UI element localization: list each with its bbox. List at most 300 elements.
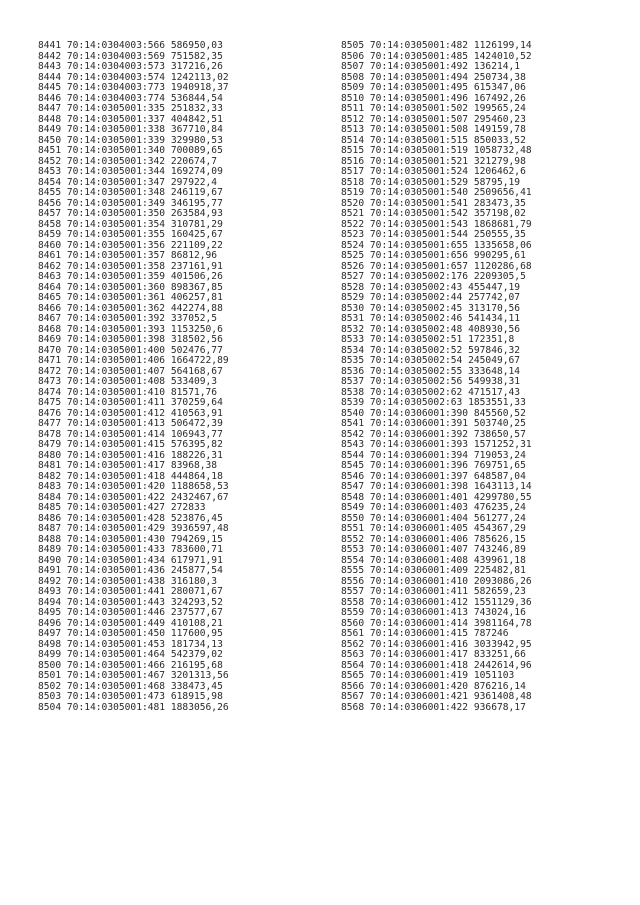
cadastral-number: 70:14:0305001:655 <box>369 239 469 251</box>
cadastral-number: 70:14:0305001:356 <box>66 239 166 251</box>
cadastral-value: 700089,65 <box>170 145 223 156</box>
row-number: 8561 <box>341 628 365 639</box>
cadastral-number: 70:14:0304003:566 <box>66 40 166 51</box>
cadastral-number: 70:14:0306001:411 <box>369 586 469 597</box>
row-number: 8544 <box>341 449 365 461</box>
cadastral-number: 70:14:0305001:481 <box>66 701 166 713</box>
row-number: 8533 <box>341 334 365 345</box>
cadastral-number: 70:14:0305001:344 <box>66 166 166 177</box>
cadastral-value: 1058732,48 <box>473 145 532 156</box>
row-number: 8500 <box>38 659 62 671</box>
cadastral-number: 70:14:0305001:434 <box>66 554 166 566</box>
cadastral-value: 245049,67 <box>468 355 521 366</box>
cadastral-value: 169274,09 <box>170 166 223 177</box>
cadastral-number: 70:14:0306001:419 <box>369 670 469 681</box>
row-number: 8480 <box>38 449 62 461</box>
cadastral-number: 70:14:0304003:773 <box>66 82 166 93</box>
row-number: 8477 <box>38 418 62 429</box>
cadastral-number: 70:14:0306001:398 <box>369 481 469 492</box>
cadastral-number: 70:14:0306001:417 <box>369 649 469 660</box>
row-number: 8523 <box>341 229 365 240</box>
row-number: 8534 <box>341 344 365 356</box>
table-row <box>341 703 532 714</box>
cadastral-value: 3201313,56 <box>170 670 229 681</box>
cadastral-number: 70:14:0305001:438 <box>66 575 166 587</box>
cadastral-value: 220674,7 <box>170 155 218 167</box>
cadastral-value: 172351,8 <box>468 334 515 345</box>
cadastral-number: 70:14:0305001:453 <box>66 638 166 650</box>
row-number: 8550 <box>341 512 365 524</box>
row-number: 8528 <box>341 281 365 293</box>
cadastral-number: 70:14:0306001:421 <box>369 691 469 702</box>
row-number: 8491 <box>38 565 62 576</box>
cadastral-value: 597846,32 <box>468 344 521 356</box>
row-number: 8455 <box>38 187 62 198</box>
row-number: 8454 <box>38 176 62 188</box>
row-number: 8564 <box>341 659 365 671</box>
row-number: 8540 <box>341 407 365 419</box>
cadastral-number: 70:14:0305001:420 <box>66 481 166 492</box>
cadastral-value: 370259,64 <box>170 397 223 408</box>
cadastral-value: 1242113,02 <box>170 71 229 83</box>
cadastral-value: 237161,91 <box>170 260 223 272</box>
row-number: 8451 <box>38 145 62 156</box>
row-number: 8547 <box>341 481 365 492</box>
cadastral-value: 618915,98 <box>170 691 223 702</box>
row-number: 8543 <box>341 439 365 450</box>
cadastral-number: 70:14:0305001:496 <box>369 92 469 104</box>
cadastral-value: 1424010,52 <box>473 50 532 62</box>
cadastral-number: 70:14:0305001:416 <box>66 449 166 461</box>
cadastral-number: 70:14:0305001:494 <box>369 71 469 83</box>
row-number: 8444 <box>38 71 62 83</box>
cadastral-number: 70:14:0305001:446 <box>66 607 166 618</box>
row-number: 8474 <box>38 386 62 398</box>
row-number: 8538 <box>341 386 365 398</box>
cadastral-value: 471517,43 <box>468 386 521 398</box>
cadastral-value: 1206462,6 <box>473 166 526 177</box>
cadastral-number: 70:14:0305001:339 <box>66 134 166 146</box>
cadastral-value: 845560,52 <box>473 407 526 419</box>
row-number: 8504 <box>38 701 62 713</box>
row-number: 8510 <box>341 92 365 104</box>
cadastral-value: 444864,18 <box>170 470 223 482</box>
cadastral-value: 455447,19 <box>468 281 521 293</box>
cadastral-number: 70:14:0306001:414 <box>369 617 469 629</box>
cadastral-number: 70:14:0305001:428 <box>66 512 166 524</box>
cadastral-number: 70:14:0305001:358 <box>66 260 166 272</box>
cadastral-value: 454367,29 <box>473 523 526 534</box>
row-number: 8441 <box>38 40 62 51</box>
cadastral-value: 751582,35 <box>170 50 223 62</box>
cadastral-value: 3033942,95 <box>473 638 532 650</box>
cadastral-value: 81571,76 <box>170 386 218 398</box>
cadastral-number: 70:14:0305002:63 <box>369 397 463 408</box>
cadastral-value: 582659,23 <box>473 586 526 597</box>
row-number: 8493 <box>38 586 62 597</box>
cadastral-number: 70:14:0305001:398 <box>66 334 166 345</box>
cadastral-value: 2442614,96 <box>473 659 532 671</box>
row-number: 8566 <box>341 680 365 692</box>
cadastral-number: 70:14:0305001:400 <box>66 344 166 356</box>
cadastral-value: 367710,84 <box>170 124 223 135</box>
row-number: 8541 <box>341 418 365 429</box>
cadastral-value: 533409,3 <box>170 376 218 387</box>
cadastral-value: 136214,1 <box>473 61 521 72</box>
row-number: 8520 <box>341 197 365 209</box>
row-number: 8526 <box>341 260 365 272</box>
row-number: 8478 <box>38 428 62 440</box>
cadastral-value: 476235,24 <box>473 502 526 513</box>
row-number: 8449 <box>38 124 62 135</box>
cadastral-value: 245877,54 <box>170 565 223 576</box>
cadastral-number: 70:14:0306001:390 <box>369 407 469 419</box>
cadastral-value: 615347,06 <box>473 82 526 93</box>
cadastral-value: 333648,14 <box>468 365 521 377</box>
row-number: 8532 <box>341 323 365 335</box>
cadastral-value: 3936597,48 <box>170 523 229 534</box>
row-number: 8472 <box>38 365 62 377</box>
row-number: 8443 <box>38 61 62 72</box>
cadastral-number: 70:14:0305001:657 <box>369 260 469 272</box>
row-number: 8496 <box>38 617 62 629</box>
cadastral-value: 2209305,5 <box>473 271 526 282</box>
row-number: 8512 <box>341 113 365 125</box>
cadastral-value: 1188658,53 <box>170 481 229 492</box>
cadastral-number: 70:14:0305001:342 <box>66 155 166 167</box>
cadastral-value: 167492,26 <box>473 92 526 104</box>
cadastral-value: 783600,71 <box>170 544 223 555</box>
row-number: 8555 <box>341 565 365 576</box>
cadastral-value: 3981164,78 <box>473 617 532 629</box>
row-number: 8537 <box>341 376 365 387</box>
row-number: 8459 <box>38 229 62 240</box>
row-number: 8494 <box>38 596 62 608</box>
cadastral-number: 70:14:0304003:573 <box>66 61 166 72</box>
row-number: 8492 <box>38 575 62 587</box>
row-number: 8503 <box>38 691 62 702</box>
cadastral-value: 2093086,26 <box>473 575 532 587</box>
cadastral-value: 648587,04 <box>473 470 526 482</box>
cadastral-value: 990295,61 <box>473 250 526 261</box>
row-number: 8446 <box>38 92 62 104</box>
cadastral-value: 318502,56 <box>170 334 223 345</box>
cadastral-number: 70:14:0305002:176 <box>369 271 469 282</box>
cadastral-number: 70:14:0304003:569 <box>66 50 166 62</box>
cadastral-value: 329980,53 <box>170 134 223 146</box>
cadastral-value: 86812,96 <box>170 250 218 261</box>
cadastral-value: 237577,67 <box>170 607 223 618</box>
cadastral-number: 70:14:0306001:404 <box>369 512 469 524</box>
cadastral-number: 70:14:0306001:405 <box>369 523 469 534</box>
cadastral-value: 257742,07 <box>468 292 521 303</box>
cadastral-number: 70:14:0305001:417 <box>66 460 166 471</box>
row-number: 8516 <box>341 155 365 167</box>
cadastral-value: 541434,11 <box>468 313 521 324</box>
cadastral-number: 70:14:0305001:485 <box>369 50 469 62</box>
cadastral-number: 70:14:0305002:62 <box>369 386 463 398</box>
row-number: 8484 <box>38 491 62 503</box>
cadastral-value: 83968,38 <box>170 460 218 471</box>
row-number: 8487 <box>38 523 62 534</box>
cadastral-value: 410108,21 <box>170 617 223 629</box>
cadastral-number: 70:14:0305001:436 <box>66 565 166 576</box>
cadastral-number: 70:14:0305001:340 <box>66 145 166 156</box>
cadastral-value: 536844,54 <box>170 92 223 104</box>
cadastral-value: 149159,78 <box>473 124 526 135</box>
cadastral-number: 70:14:0306001:394 <box>369 449 469 461</box>
row-number: 8542 <box>341 428 365 440</box>
cadastral-value: 225482,81 <box>473 565 526 576</box>
row-number: 8479 <box>38 439 62 450</box>
cadastral-number: 70:14:0305001:492 <box>369 61 469 72</box>
cadastral-value: 850033,52 <box>473 134 526 146</box>
row-number: 8452 <box>38 155 62 167</box>
cadastral-value: 250555,35 <box>473 229 526 240</box>
cadastral-value: 549938,31 <box>468 376 521 387</box>
row-number: 8518 <box>341 176 365 188</box>
row-number: 8507 <box>341 61 365 72</box>
cadastral-value: 564168,67 <box>170 365 223 377</box>
row-number: 8469 <box>38 334 62 345</box>
cadastral-number: 70:14:0305001:524 <box>369 166 469 177</box>
cadastral-number: 70:14:0305001:543 <box>369 218 469 230</box>
left-column <box>38 41 229 713</box>
cadastral-number: 70:14:0306001:409 <box>369 565 469 576</box>
cadastral-number: 70:14:0305001:338 <box>66 124 166 135</box>
cadastral-value: 936678,17 <box>473 701 526 713</box>
cadastral-value: 743246,89 <box>473 544 526 555</box>
cadastral-number: 70:14:0305001:540 <box>369 187 469 198</box>
row-number: 8515 <box>341 145 365 156</box>
cadastral-value: 738650,57 <box>473 428 526 440</box>
row-number: 8529 <box>341 292 365 303</box>
cadastral-value: 785626,15 <box>473 533 526 545</box>
cadastral-value: 272833 <box>170 502 206 513</box>
cadastral-number: 70:14:0305001:359 <box>66 271 166 282</box>
cadastral-number: 70:14:0305001:407 <box>66 365 166 377</box>
cadastral-number: 70:14:0305001:410 <box>66 386 166 398</box>
cadastral-number: 70:14:0304003:774 <box>66 92 166 104</box>
cadastral-number: 70:14:0305001:521 <box>369 155 469 167</box>
cadastral-value: 199565,24 <box>473 103 526 114</box>
cadastral-number: 70:14:0305001:443 <box>66 596 166 608</box>
cadastral-number: 70:14:0306001:403 <box>369 502 469 513</box>
cadastral-number: 70:14:0306001:412 <box>369 596 469 608</box>
cadastral-number: 70:14:0306001:396 <box>369 460 469 471</box>
row-number: 8482 <box>38 470 62 482</box>
cadastral-number: 70:14:0305001:482 <box>369 40 469 51</box>
row-number: 8563 <box>341 649 365 660</box>
cadastral-number: 70:14:0305001:541 <box>369 197 469 209</box>
cadastral-number: 70:14:0305001:413 <box>66 418 166 429</box>
cadastral-number: 70:14:0305001:495 <box>369 82 469 93</box>
row-number: 8445 <box>38 82 62 93</box>
cadastral-number: 70:14:0305001:519 <box>369 145 469 156</box>
cadastral-value: 1853551,33 <box>468 397 526 408</box>
right-column <box>341 41 532 713</box>
row-number: 8497 <box>38 628 62 639</box>
cadastral-value: 1551129,36 <box>473 596 532 608</box>
row-number: 8448 <box>38 113 62 125</box>
cadastral-number: 70:14:0306001:392 <box>369 428 469 440</box>
cadastral-number: 70:14:0305001:337 <box>66 113 166 125</box>
cadastral-number: 70:14:0305002:51 <box>369 334 463 345</box>
cadastral-number: 70:14:0305001:450 <box>66 628 166 639</box>
cadastral-number: 70:14:0306001:418 <box>369 659 469 671</box>
row-number: 8462 <box>38 260 62 272</box>
cadastral-value: 439961,18 <box>473 554 526 566</box>
row-number: 8481 <box>38 460 62 471</box>
cadastral-number: 70:14:0305001:466 <box>66 659 166 671</box>
cadastral-number: 70:14:0305002:45 <box>369 302 463 314</box>
cadastral-number: 70:14:0305001:362 <box>66 302 166 314</box>
cadastral-number: 70:14:0305001:335 <box>66 103 166 114</box>
cadastral-number: 70:14:0306001:422 <box>369 701 469 713</box>
cadastral-number: 70:14:0305001:464 <box>66 649 166 660</box>
cadastral-number: 70:14:0305001:429 <box>66 523 166 534</box>
row-number: 8508 <box>341 71 365 83</box>
row-number: 8460 <box>38 239 62 251</box>
cadastral-number: 70:14:0305001:408 <box>66 376 166 387</box>
cadastral-number: 70:14:0306001:401 <box>369 491 469 503</box>
row-number: 8551 <box>341 523 365 534</box>
cadastral-value: 357198,02 <box>473 208 526 219</box>
cadastral-number: 70:14:0305001:422 <box>66 491 166 503</box>
row-number: 8506 <box>341 50 365 62</box>
row-number: 8560 <box>341 617 365 629</box>
cadastral-value: 542379,02 <box>170 649 223 660</box>
cadastral-number: 70:14:0306001:407 <box>369 544 469 555</box>
cadastral-value: 794269,15 <box>170 533 223 545</box>
row-number: 8499 <box>38 649 62 660</box>
cadastral-value: 221109,22 <box>170 239 223 251</box>
row-number: 8568 <box>341 701 365 713</box>
cadastral-value: 406257,81 <box>170 292 223 303</box>
row-number: 8539 <box>341 397 365 408</box>
row-number: 8485 <box>38 502 62 513</box>
row-number: 8530 <box>341 302 365 314</box>
cadastral-number: 70:14:0305001:392 <box>66 313 166 324</box>
cadastral-number: 70:14:0305001:414 <box>66 428 166 440</box>
row-number: 8509 <box>341 82 365 93</box>
cadastral-value: 502476,77 <box>170 344 223 356</box>
row-number: 8456 <box>38 197 62 209</box>
cadastral-number: 70:14:0305001:468 <box>66 680 166 692</box>
cadastral-number: 70:14:0305001:449 <box>66 617 166 629</box>
row-number: 8535 <box>341 355 365 366</box>
cadastral-number: 70:14:0305001:467 <box>66 670 166 681</box>
cadastral-number: 70:14:0305001:473 <box>66 691 166 702</box>
cadastral-value: 106943,77 <box>170 428 223 440</box>
row-number: 8517 <box>341 166 365 177</box>
cadastral-value: 337052,5 <box>170 313 218 324</box>
cadastral-number: 70:14:0305001:433 <box>66 544 166 555</box>
row-number: 8489 <box>38 544 62 555</box>
row-number: 8505 <box>341 40 365 51</box>
cadastral-value: 297922,4 <box>170 176 218 188</box>
cadastral-number: 70:14:0306001:393 <box>369 439 469 450</box>
row-number: 8450 <box>38 134 62 146</box>
cadastral-value: 216195,68 <box>170 659 223 671</box>
row-number: 8559 <box>341 607 365 618</box>
cadastral-value: 743024,16 <box>473 607 526 618</box>
cadastral-number: 70:14:0305001:350 <box>66 208 166 219</box>
cadastral-value: 410563,91 <box>170 407 223 419</box>
cadastral-value: 310781,29 <box>170 218 223 230</box>
cadastral-value: 442274,88 <box>170 302 223 314</box>
row-number: 8554 <box>341 554 365 566</box>
cadastral-value: 1571252,31 <box>473 439 532 450</box>
cadastral-value: 316180,3 <box>170 575 218 587</box>
cadastral-value: 295460,23 <box>473 113 526 125</box>
cadastral-value: 2432467,67 <box>170 491 229 503</box>
cadastral-value: 1643113,14 <box>473 481 532 492</box>
row-number: 8442 <box>38 50 62 62</box>
row-number: 8548 <box>341 491 365 503</box>
table-row <box>38 703 229 714</box>
row-number: 8457 <box>38 208 62 219</box>
cadastral-number: 70:14:0306001:406 <box>369 533 469 545</box>
row-number: 8565 <box>341 670 365 681</box>
cadastral-value: 117600,95 <box>170 628 223 639</box>
row-number: 8463 <box>38 271 62 282</box>
cadastral-value: 4299780,55 <box>473 491 532 503</box>
row-number: 8556 <box>341 575 365 587</box>
cadastral-value: 876216,14 <box>473 680 526 692</box>
row-number: 8522 <box>341 218 365 230</box>
cadastral-value: 1051103 <box>473 670 515 681</box>
cadastral-number: 70:14:0305002:55 <box>369 365 463 377</box>
cadastral-value: 324293,52 <box>170 596 223 608</box>
cadastral-value: 280071,67 <box>170 586 223 597</box>
cadastral-number: 70:14:0305001:360 <box>66 281 166 293</box>
cadastral-number: 70:14:0305001:656 <box>369 250 469 261</box>
row-number: 8470 <box>38 344 62 356</box>
cadastral-value: 787246 <box>473 628 509 639</box>
cadastral-value: 1335658,06 <box>473 239 532 251</box>
cadastral-number: 70:14:0305001:515 <box>369 134 469 146</box>
cadastral-value: 9361408,48 <box>473 691 532 702</box>
cadastral-value: 1883056,26 <box>170 701 229 713</box>
cadastral-value: 1664722,89 <box>170 355 229 366</box>
cadastral-value: 251832,33 <box>170 103 223 114</box>
row-number: 8475 <box>38 397 62 408</box>
cadastral-value: 263584,93 <box>170 208 223 219</box>
cadastral-value: 617971,91 <box>170 554 223 566</box>
cadastral-value: 404842,51 <box>170 113 223 125</box>
row-number: 8483 <box>38 481 62 492</box>
row-number: 8514 <box>341 134 365 146</box>
row-number: 8501 <box>38 670 62 681</box>
cadastral-value: 503740,25 <box>473 418 526 429</box>
cadastral-number: 70:14:0306001:420 <box>369 680 469 692</box>
row-number: 8513 <box>341 124 365 135</box>
cadastral-number: 70:14:0305001:406 <box>66 355 166 366</box>
row-number: 8525 <box>341 250 365 261</box>
cadastral-value: 188226,31 <box>170 449 223 461</box>
cadastral-number: 70:14:0305001:355 <box>66 229 166 240</box>
row-number: 8519 <box>341 187 365 198</box>
cadastral-number: 70:14:0305001:418 <box>66 470 166 482</box>
cadastral-value: 833251,66 <box>473 649 526 660</box>
cadastral-number: 70:14:0305001:349 <box>66 197 166 209</box>
row-number: 8486 <box>38 512 62 524</box>
cadastral-number: 70:14:0305001:507 <box>369 113 469 125</box>
cadastral-number: 70:14:0305002:56 <box>369 376 463 387</box>
row-number: 8553 <box>341 544 365 555</box>
cadastral-value: 586950,03 <box>170 40 223 51</box>
